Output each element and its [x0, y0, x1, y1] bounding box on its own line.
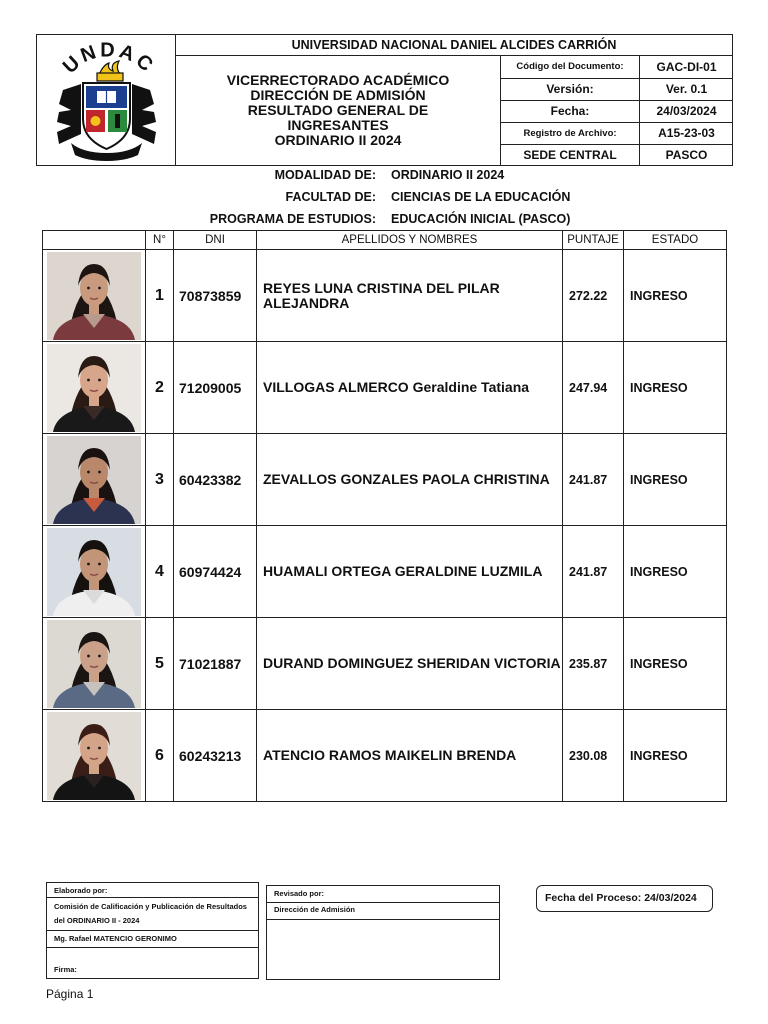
row-score: 241.87 — [563, 434, 624, 526]
row-state: INGRESO — [624, 434, 727, 526]
meta-row — [501, 78, 734, 100]
row-dni: 60243213 — [174, 710, 257, 802]
results-table — [42, 230, 727, 802]
elaborado-org: Comisión de Calificación y Publicación de Resultados — [54, 902, 247, 911]
applicant-photo — [47, 436, 141, 524]
row-name: VILLOGAS ALMERCO Geraldine Tatiana — [257, 342, 563, 434]
university-name: UNIVERSIDAD NACIONAL DANIEL ALCIDES CARRIÓN — [176, 35, 732, 56]
photo-cell — [43, 526, 146, 618]
person-photo-icon — [47, 620, 141, 708]
firma-label: Firma: — [54, 965, 77, 974]
person-photo-icon — [47, 712, 141, 800]
row-state: INGRESO — [624, 250, 727, 342]
meta-row — [501, 122, 734, 144]
row-number: 2 — [146, 342, 174, 434]
revisado-box — [266, 885, 500, 980]
row-number: 5 — [146, 618, 174, 710]
table-row — [43, 342, 727, 434]
document-titles — [176, 56, 500, 165]
row-name: DURAND DOMINGUEZ SHERIDAN VICTORIA — [257, 618, 563, 710]
title-line: DIRECCIÓN DE ADMISIÓN — [250, 87, 426, 103]
elaborado-label: Elaborado por: — [54, 886, 108, 895]
elaborado-box — [46, 882, 259, 979]
column-header-photo — [43, 231, 146, 250]
row-state: INGRESO — [624, 710, 727, 802]
title-line: RESULTADO GENERAL DE — [247, 102, 429, 118]
elaborado-person: Mg. Rafael MATENCIO GERONIMO — [54, 934, 177, 943]
photo-cell — [43, 618, 146, 710]
row-state: INGRESO — [624, 342, 727, 434]
meta-row — [501, 56, 734, 78]
person-photo-icon — [47, 528, 141, 616]
row-number: 1 — [146, 250, 174, 342]
program-info-value: ORDINARIO II 2024 — [391, 168, 505, 182]
meta-label: Fecha: — [501, 100, 640, 122]
meta-label: SEDE CENTRAL — [501, 144, 640, 166]
row-name: ATENCIO RAMOS MAIKELIN BRENDA — [257, 710, 563, 802]
revisado-label: Revisado por: — [274, 889, 325, 898]
row-score: 235.87 — [563, 618, 624, 710]
row-score: 247.94 — [563, 342, 624, 434]
title-line: ORDINARIO II 2024 — [274, 132, 402, 148]
meta-value: 24/03/2024 — [640, 100, 734, 122]
table-row — [43, 526, 727, 618]
row-number: 6 — [146, 710, 174, 802]
row-score: 241.87 — [563, 526, 624, 618]
table-row — [43, 434, 727, 526]
applicant-photo — [47, 620, 141, 708]
document-meta-table — [500, 56, 733, 166]
column-header-number: N° — [146, 231, 174, 250]
row-score: 230.08 — [563, 710, 624, 802]
meta-value: A15-23-03 — [640, 122, 734, 144]
program-info-label: FACULTAD DE: — [285, 190, 376, 204]
row-dni: 71021887 — [174, 618, 257, 710]
program-info-value: EDUCACIÓN INICIAL (PASCO) — [391, 212, 571, 226]
applicant-photo — [47, 528, 141, 616]
row-dni: 60974424 — [174, 526, 257, 618]
row-number: 4 — [146, 526, 174, 618]
elaborado-org: del ORDINARIO II - 2024 — [54, 916, 140, 925]
row-dni: 71209005 — [174, 342, 257, 434]
photo-cell — [43, 434, 146, 526]
column-header-dni: DNI — [174, 231, 257, 250]
meta-row — [501, 144, 734, 166]
photo-cell — [43, 250, 146, 342]
meta-label: Versión: — [501, 78, 640, 100]
row-score: 272.22 — [563, 250, 624, 342]
meta-value: GAC-DI-01 — [640, 56, 734, 78]
applicant-photo — [47, 712, 141, 800]
column-header-state: ESTADO — [624, 231, 727, 250]
row-name: ZEVALLOS GONZALES PAOLA CHRISTINA — [257, 434, 563, 526]
program-info-value: CIENCIAS DE LA EDUCACIÓN — [391, 190, 571, 204]
row-state: INGRESO — [624, 618, 727, 710]
row-state: INGRESO — [624, 526, 727, 618]
logo-cell — [37, 35, 176, 165]
meta-row — [501, 100, 734, 122]
table-row — [43, 618, 727, 710]
photo-cell — [43, 342, 146, 434]
program-info-label: PROGRAMA DE ESTUDIOS: — [209, 212, 376, 226]
document-header — [36, 34, 733, 166]
applicant-photo — [47, 252, 141, 340]
column-header-score: PUNTAJE — [563, 231, 624, 250]
table-row — [43, 710, 727, 802]
meta-label: Registro de Archivo: — [501, 122, 640, 144]
row-name: REYES LUNA CRISTINA DEL PILAR ALEJANDRA — [257, 250, 563, 342]
person-photo-icon — [47, 252, 141, 340]
meta-value: Ver. 0.1 — [640, 78, 734, 100]
table-header-row — [43, 231, 727, 250]
logo-text: UNDAC — [58, 39, 160, 78]
column-header-name: APELLIDOS Y NOMBRES — [257, 231, 563, 250]
title-line: VICERRECTORADO ACADÉMICO — [226, 72, 450, 88]
page-number: Página 1 — [46, 987, 94, 1001]
program-info-label: MODALIDAD DE: — [274, 168, 376, 182]
applicant-photo — [47, 344, 141, 432]
meta-label: Código del Documento: — [501, 56, 640, 78]
meta-value: PASCO — [640, 144, 734, 166]
row-dni: 60423382 — [174, 434, 257, 526]
table-row — [43, 250, 727, 342]
person-photo-icon — [47, 436, 141, 524]
row-name: HUAMALI ORTEGA GERALDINE LUZMILA — [257, 526, 563, 618]
fecha-proceso: Fecha del Proceso: 24/03/2024 — [536, 885, 713, 912]
revisado-org: Dirección de Admisión — [274, 905, 355, 914]
row-dni: 70873859 — [174, 250, 257, 342]
person-photo-icon — [47, 344, 141, 432]
undac-logo-icon — [37, 35, 176, 165]
photo-cell — [43, 710, 146, 802]
title-line: INGRESANTES — [287, 117, 389, 133]
row-number: 3 — [146, 434, 174, 526]
